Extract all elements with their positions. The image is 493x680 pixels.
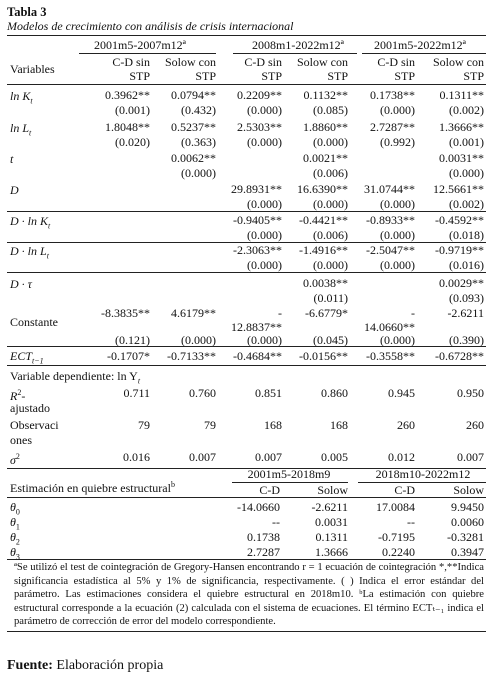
se-cell: (0.001) — [115, 103, 150, 117]
coef-cell: -1.4916** — [299, 243, 348, 257]
column-header: STP — [394, 69, 415, 83]
coef-cell: 0.0794** — [171, 88, 216, 102]
coef-cell: -0.4592** — [435, 213, 484, 227]
obs-label: Observaci — [10, 418, 59, 432]
row-rule — [7, 211, 486, 212]
se-cell: (0.000) — [247, 135, 282, 149]
coef-cell: 0.0031** — [439, 151, 484, 165]
row-label: $\ln K_t$ — [10, 89, 33, 106]
coef-cell: 0.0021** — [303, 151, 348, 165]
header-rule — [7, 84, 486, 85]
se-cell: (0.000) — [313, 258, 348, 272]
r2-cell: 0.760 — [189, 386, 216, 400]
se-cell: (0.020) — [115, 135, 150, 149]
coef-cell: 0.1738** — [370, 88, 415, 102]
se-cell: (0.363) — [181, 135, 216, 149]
break-cell: 9.9450 — [451, 500, 484, 514]
column-header: STP — [463, 69, 484, 83]
ect-cell: -0.3558** — [366, 349, 415, 363]
r2-cell: 0.950 — [457, 386, 484, 400]
column-header: Solow con — [433, 55, 484, 69]
coef-cell: -0.4421** — [299, 213, 348, 227]
break-cell: 0.3947 — [451, 545, 484, 559]
column-header: STP — [129, 69, 150, 83]
break-header: Estimación en quiebre estructural$^b$ — [10, 480, 175, 495]
column-header: Solow con — [165, 55, 216, 69]
variables-header: Variables — [10, 62, 55, 76]
se-cell: (0.000) — [380, 228, 415, 242]
se-cell: (0.006) — [313, 228, 348, 242]
break-cell: 2.7287 — [247, 545, 280, 559]
table-title: Tabla 3 — [7, 5, 47, 19]
ect-label: $ECT_{t-1}$ — [10, 349, 44, 366]
se-cell: (0.011) — [313, 291, 348, 305]
table-subtitle: Modelos de crecimiento con análisis de crisis internacional — [7, 19, 294, 33]
coef-cell: 31.0744** — [364, 182, 415, 196]
se-cell: (0.000) — [380, 258, 415, 272]
column-header: STP — [327, 69, 348, 83]
row-label: D · τ — [10, 277, 32, 291]
constante-cell: 14.0660** — [364, 320, 415, 334]
break-column-header: C-D — [259, 483, 280, 497]
row-label: $\ln L_t$ — [10, 121, 32, 138]
table-notes: ªSe utilizó el test de cointegración de Gregory-Hansen encontrando r = 1 ecuación de cointegración *,**Indica significancia estadística al 5% y 1% de significancia, respectivamente. ( ) Indica el error estándar del parámetro. Las estimaciones considera el quiebre estructural en 2018m10. ᵇLa estimación con quiebre estructural corresponde a la ecuación (2) calculada con el sistema de ecuaciones. El término ECTₜ₋₁ indica el parámetro de corrección de error del modelo correspondiente. — [14, 562, 484, 627]
se-cell: (0.000) — [247, 197, 282, 211]
period-header: 2001m5-2007m12ª — [94, 38, 186, 52]
coef-cell: -0.8933** — [366, 213, 415, 227]
row-label: $D \cdot \ln K_t$ — [10, 214, 51, 231]
r2-cell: 0.945 — [388, 386, 415, 400]
obs-cell: 168 — [330, 418, 348, 432]
coef-cell: 2.5303** — [237, 120, 282, 134]
break-cell: 0.1311 — [315, 530, 348, 544]
sigma-cell: 0.012 — [388, 450, 415, 464]
obs-cell: 79 — [204, 418, 216, 432]
se-cell: (0.000) — [313, 197, 348, 211]
column-header: C-D sin — [377, 55, 415, 69]
ect-cell: -0.1707* — [107, 349, 150, 363]
se-cell: (0.000) — [380, 197, 415, 211]
break-column-header: C-D — [394, 483, 415, 497]
column-header: STP — [195, 69, 216, 83]
coef-cell: 29.8931** — [231, 182, 282, 196]
break-period: 2018m10-2022m12 — [375, 467, 471, 481]
break-row-label: $\theta_2$ — [10, 530, 20, 547]
se-cell: (0.000) — [247, 228, 282, 242]
source-line: Fuente: Elaboración propia — [7, 658, 164, 673]
r2-label-2: ajustado — [10, 401, 50, 415]
bottom-rule — [7, 631, 486, 632]
period-header: 2008m1-2022m12ª — [252, 38, 344, 52]
row-label: $D \cdot \ln L_t$ — [10, 244, 49, 261]
se-cell: (0.000) — [181, 166, 216, 180]
dependent-label: Variable dependiente: $\ln Y_t$ — [10, 369, 141, 386]
constante-label: Constante — [10, 315, 58, 329]
se-cell: (0.000) — [181, 333, 216, 347]
row-label: t — [10, 152, 14, 166]
se-cell: (0.093) — [449, 291, 484, 305]
coef-cell: -2.3063** — [233, 243, 282, 257]
constante-cell: - — [278, 306, 282, 320]
break-cell: -- — [407, 515, 415, 529]
se-cell: (0.000) — [313, 135, 348, 149]
break-row-label: $\theta_0$ — [10, 500, 20, 517]
se-cell: (0.390) — [449, 333, 484, 347]
sigma-cell: 0.016 — [123, 450, 150, 464]
constante-cell: 12.8837** — [231, 320, 282, 334]
top-rule — [7, 35, 486, 36]
notes-rule — [7, 559, 486, 560]
se-cell: (0.006) — [313, 166, 348, 180]
se-cell: (0.085) — [313, 103, 348, 117]
coef-cell: 0.0029** — [439, 276, 484, 290]
break-cell: 1.3666 — [315, 545, 348, 559]
se-cell: (0.045) — [313, 333, 348, 347]
const-rule — [7, 346, 486, 347]
se-cell: (0.016) — [449, 258, 484, 272]
se-cell: (0.000) — [380, 333, 415, 347]
coef-cell: 0.1311** — [439, 88, 484, 102]
column-header: Solow con — [297, 55, 348, 69]
r2-cell: 0.711 — [123, 386, 150, 400]
coef-cell: 1.8860** — [303, 120, 348, 134]
se-cell: (0.018) — [449, 228, 484, 242]
obs-label-2: ones — [10, 433, 32, 447]
period-underline — [79, 53, 216, 54]
break-row-label: $\theta_3$ — [10, 545, 20, 562]
se-cell: (0.121) — [115, 333, 150, 347]
constante-cell: -2.6211 — [447, 306, 484, 320]
constante-cell: - — [411, 306, 415, 320]
ect-rule — [7, 365, 486, 366]
coef-cell: -0.9719** — [435, 243, 484, 257]
break-header-rule — [7, 497, 486, 498]
ect-cell: -0.6728** — [435, 349, 484, 363]
break-period: 2001m5-2018m9 — [247, 467, 331, 481]
coef-cell: 16.6390** — [297, 182, 348, 196]
column-header: STP — [261, 69, 282, 83]
se-cell: (0.000) — [449, 166, 484, 180]
se-cell: (0.000) — [247, 258, 282, 272]
break-cell: -14.0660 — [237, 500, 280, 514]
constante-cell: 4.6179** — [171, 306, 216, 320]
sigma-cell: 0.007 — [457, 450, 484, 464]
coef-cell: 2.7287** — [370, 120, 415, 134]
coef-cell: 12.5661** — [433, 182, 484, 196]
break-cell: -0.3281 — [447, 530, 484, 544]
coef-cell: 0.5237** — [171, 120, 216, 134]
obs-cell: 79 — [138, 418, 150, 432]
sigma-cell: 0.007 — [255, 450, 282, 464]
se-cell: (0.002) — [449, 197, 484, 211]
coef-cell: 0.0038** — [303, 276, 348, 290]
r2-cell: 0.860 — [321, 386, 348, 400]
break-cell: 0.0031 — [315, 515, 348, 529]
se-cell: (0.000) — [380, 103, 415, 117]
period-underline — [362, 53, 486, 54]
break-cell: -- — [272, 515, 280, 529]
break-column-header: Solow — [453, 483, 484, 497]
constante-cell: -6.6779* — [305, 306, 348, 320]
se-cell: (0.001) — [449, 135, 484, 149]
break-row-label: $\theta_1$ — [10, 515, 20, 532]
coef-cell: 1.8048** — [105, 120, 150, 134]
column-header: C-D sin — [112, 55, 150, 69]
ect-cell: -0.7133** — [167, 349, 216, 363]
break-column-header: Solow — [317, 483, 348, 497]
coef-cell: 0.2209** — [237, 88, 282, 102]
coef-cell: 1.3666** — [439, 120, 484, 134]
sigma-cell: 0.005 — [321, 450, 348, 464]
sigma-label: $\sigma^2$ — [10, 452, 20, 467]
row-label: D — [10, 183, 19, 197]
obs-cell: 260 — [397, 418, 415, 432]
coef-cell: 0.0062** — [171, 151, 216, 165]
se-cell: (0.002) — [449, 103, 484, 117]
break-cell: 17.0084 — [376, 500, 415, 514]
ect-cell: -0.0156** — [299, 349, 348, 363]
se-cell: (0.000) — [247, 103, 282, 117]
break-cell: -2.6211 — [311, 500, 348, 514]
period-underline — [233, 53, 357, 54]
break-cell: 0.1738 — [247, 530, 280, 544]
se-cell: (0.432) — [181, 103, 216, 117]
period-header: 2001m5-2022m12ª — [374, 38, 466, 52]
obs-cell: 260 — [466, 418, 484, 432]
r2-cell: 0.851 — [255, 386, 282, 400]
row-rule — [7, 272, 486, 273]
sigma-cell: 0.007 — [189, 450, 216, 464]
coef-cell: 0.3962** — [105, 88, 150, 102]
break-cell: 0.2240 — [382, 545, 415, 559]
r2-label: $R^2-$ — [10, 388, 26, 403]
coef-cell: -0.9405** — [233, 213, 282, 227]
se-cell: (0.992) — [380, 135, 415, 149]
coef-cell: 0.1132** — [303, 88, 348, 102]
break-cell: 0.0060 — [451, 515, 484, 529]
coef-cell: -2.5047** — [366, 243, 415, 257]
break-cell: -0.7195 — [378, 530, 415, 544]
se-cell: (0.000) — [247, 333, 282, 347]
ect-cell: -0.4684** — [233, 349, 282, 363]
constante-cell: -8.3835** — [101, 306, 150, 320]
column-header: C-D sin — [244, 55, 282, 69]
obs-cell: 168 — [264, 418, 282, 432]
